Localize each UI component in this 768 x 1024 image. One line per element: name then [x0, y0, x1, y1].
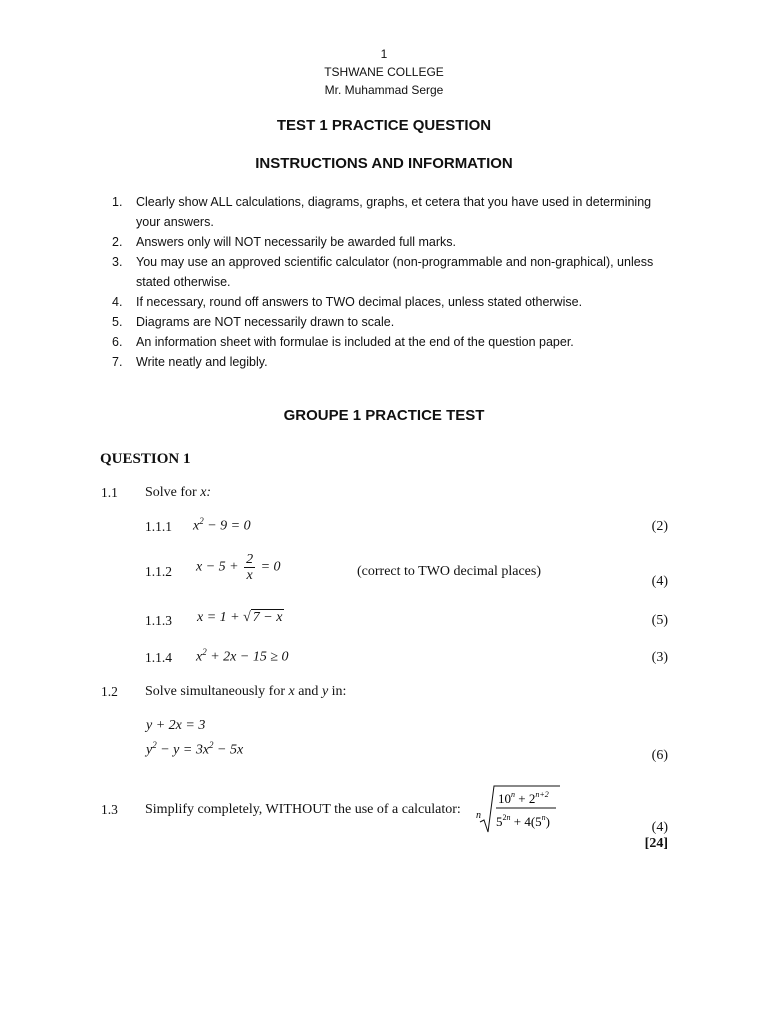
list-item-number: 2. [112, 235, 123, 249]
marks-label: (3) [651, 650, 668, 665]
list-item-number: 5. [112, 315, 123, 329]
instructions-heading: INSTRUCTIONS AND INFORMATION [255, 155, 513, 172]
list-item-text: An information sheet with formulae is included at the end of the question paper. [136, 335, 574, 349]
conjunction-text: and [298, 684, 319, 699]
question-number: 1.3 [101, 802, 118, 817]
list-item-text: Diagrams are NOT necessarily drawn to scale. [136, 315, 395, 329]
list-item-text: If necessary, round off answers to TWO decimal places, unless stated otherwise. [136, 295, 583, 309]
page-title: TEST 1 PRACTICE QUESTION [276, 117, 492, 134]
question-text: Solve for [145, 485, 197, 500]
list-item-number: 7. [112, 355, 123, 369]
inequality-1-1-4: $x^2 + 2x - 15 \ge 0$ [196, 647, 289, 665]
marks-label: (4) [651, 820, 668, 835]
list-item-number: 3. [112, 255, 123, 269]
question-1-2-text: Solve simultaneously for x and y in: [145, 684, 347, 699]
list-item-number: 6. [112, 335, 123, 349]
marks-label: (5) [651, 613, 668, 628]
rounding-note: (correct to TWO decimal places) [357, 564, 541, 579]
list-item-text: Clearly show ALL calculations, diagrams, graphs, et cetera that you have used in determining your answers. [136, 195, 652, 229]
list-item [112, 312, 672, 332]
list-item-number: 4. [112, 295, 123, 309]
college-name: TSHWANE COLLEGE [324, 65, 444, 79]
equation-1-2-b: $y^2 - y = 3x^2 - 5x$ [146, 740, 244, 758]
list-item [112, 232, 672, 252]
variable-label: x: [200, 485, 212, 500]
equation-1-1-2: x − 5 + $\frac{2}{x}$ = 0 [196, 552, 281, 583]
total-marks: [24] [644, 836, 668, 851]
list-item-number: 1. [112, 195, 123, 209]
question-number: 1.2 [101, 684, 118, 699]
list-item-text: Answers only will NOT necessarily be awarded full marks. [136, 235, 457, 249]
svg-text:10n + 2n+2: $10^n + 2^{n+2}$ [498, 790, 549, 806]
svg-text:n: n [476, 810, 481, 821]
nth-root-expression [474, 784, 564, 836]
question-number: 1.1 [101, 485, 118, 500]
question-1-1-text [145, 485, 211, 501]
marks-label: (4) [651, 574, 668, 589]
list-item-text: Write neatly and legibly. [136, 355, 268, 369]
group-heading: GROUPE 1 PRACTICE TEST [283, 407, 485, 424]
question-text: Simplify completely, WITHOUT the use of a calculator: [145, 802, 461, 817]
question-number: 1.1.2 [145, 564, 172, 579]
svg-text:52n + 4(5n): $5^2n + 4(5^n)$ [496, 813, 551, 829]
page-number: 1 [380, 47, 388, 61]
list-item [112, 192, 672, 232]
list-item [112, 292, 672, 312]
instructions-list [112, 192, 672, 372]
equation-1-1-1: $x^2 - 9 = 0$ [193, 516, 251, 534]
equation-1-2-a: y + 2x = 3 [146, 718, 206, 733]
equation-1-1-3: x = 1 + √ 7 − x [197, 610, 283, 625]
marks-label: (6) [651, 748, 668, 763]
question-number: 1.1.4 [145, 650, 172, 665]
list-item [112, 332, 672, 352]
question-number: 1.1.3 [145, 613, 172, 628]
list-item-text: You may use an approved scientific calculator (non-programmable and non-graphical), unless stated otherwise. [136, 255, 654, 289]
question-number: 1.1.1 [145, 519, 172, 534]
list-item [112, 352, 672, 372]
marks-label: (2) [651, 519, 668, 534]
question-text: Solve simultaneously for [145, 684, 285, 699]
question-heading: QUESTION 1 [100, 451, 191, 467]
list-item [112, 252, 672, 292]
teacher-name: Mr. Muhammad Serge [324, 83, 444, 97]
question-text-suffix: in: [331, 684, 347, 699]
